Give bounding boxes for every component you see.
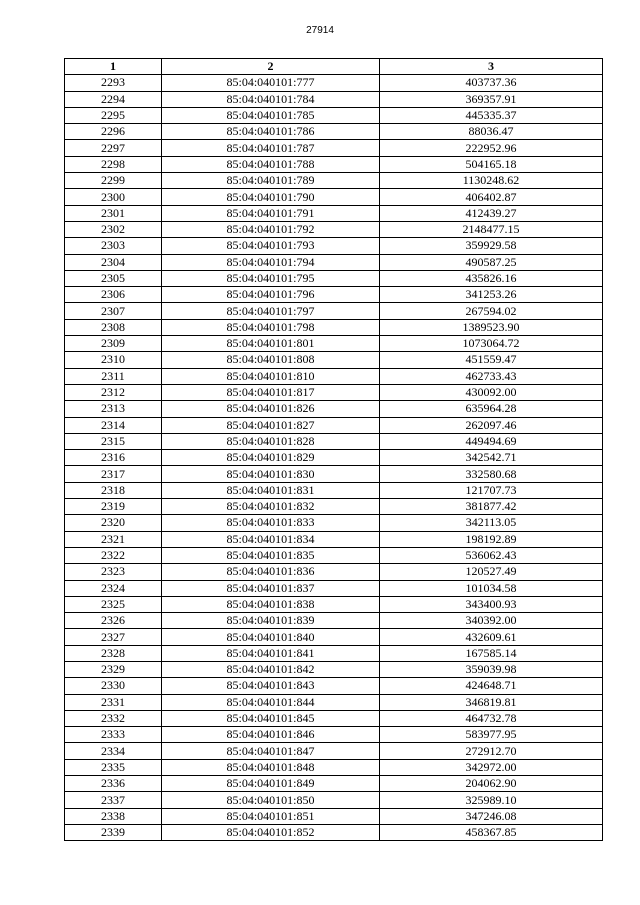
cadastral-number-cell: 85:04:040101:845 (162, 710, 380, 726)
table-row (65, 91, 603, 107)
value-cell: 583977.95 (380, 727, 603, 743)
cadastral-number-cell: 85:04:040101:832 (162, 499, 380, 515)
row-number-cell: 2311 (65, 368, 162, 384)
table-row (65, 368, 603, 384)
row-number-cell: 2308 (65, 319, 162, 335)
row-number-cell: 2326 (65, 613, 162, 629)
cadastral-number-cell: 85:04:040101:841 (162, 645, 380, 661)
cadastral-number-cell: 85:04:040101:786 (162, 124, 380, 140)
row-number-cell: 2304 (65, 254, 162, 270)
row-number-cell: 2302 (65, 221, 162, 237)
table-row (65, 254, 603, 270)
cadastral-number-cell: 85:04:040101:844 (162, 694, 380, 710)
cadastral-number-cell: 85:04:040101:848 (162, 759, 380, 775)
value-cell: 2148477.15 (380, 221, 603, 237)
row-number-cell: 2309 (65, 336, 162, 352)
table-row (65, 613, 603, 629)
table-row (65, 156, 603, 172)
value-cell: 341253.26 (380, 287, 603, 303)
value-cell: 435826.16 (380, 270, 603, 286)
value-cell: 342542.71 (380, 450, 603, 466)
table-row (65, 743, 603, 759)
table-row (65, 694, 603, 710)
header-row (65, 59, 603, 75)
value-cell: 332580.68 (380, 466, 603, 482)
cadastral-number-cell: 85:04:040101:829 (162, 450, 380, 466)
table-row (65, 173, 603, 189)
table-row (65, 482, 603, 498)
cadastral-number-cell: 85:04:040101:851 (162, 808, 380, 824)
value-cell: 272912.70 (380, 743, 603, 759)
value-cell: 406402.87 (380, 189, 603, 205)
value-cell: 121707.73 (380, 482, 603, 498)
table-row (65, 678, 603, 694)
value-cell: 381877.42 (380, 499, 603, 515)
table-row (65, 450, 603, 466)
row-number-cell: 2299 (65, 173, 162, 189)
row-number-cell: 2339 (65, 824, 162, 840)
cadastral-number-cell: 85:04:040101:785 (162, 107, 380, 123)
value-cell: 462733.43 (380, 368, 603, 384)
cadastral-number-cell: 85:04:040101:836 (162, 564, 380, 580)
value-cell: 167585.14 (380, 645, 603, 661)
cadastral-number-cell: 85:04:040101:784 (162, 91, 380, 107)
value-cell: 490587.25 (380, 254, 603, 270)
row-number-cell: 2335 (65, 759, 162, 775)
value-cell: 458367.85 (380, 824, 603, 840)
value-cell: 504165.18 (380, 156, 603, 172)
row-number-cell: 2334 (65, 743, 162, 759)
value-cell: 101034.58 (380, 580, 603, 596)
table-row (65, 466, 603, 482)
cadastral-number-cell: 85:04:040101:852 (162, 824, 380, 840)
table-row (65, 189, 603, 205)
value-cell: 267594.02 (380, 303, 603, 319)
table-body (65, 75, 603, 841)
cadastral-number-cell: 85:04:040101:847 (162, 743, 380, 759)
cadastral-number-cell: 85:04:040101:827 (162, 417, 380, 433)
cadastral-number-cell: 85:04:040101:791 (162, 205, 380, 221)
row-number-cell: 2294 (65, 91, 162, 107)
value-cell: 369357.91 (380, 91, 603, 107)
cadastral-number-cell: 85:04:040101:830 (162, 466, 380, 482)
value-cell: 1389523.90 (380, 319, 603, 335)
table-row (65, 596, 603, 612)
row-number-cell: 2301 (65, 205, 162, 221)
row-number-cell: 2323 (65, 564, 162, 580)
table-row (65, 433, 603, 449)
row-number-cell: 2293 (65, 75, 162, 91)
row-number-cell: 2317 (65, 466, 162, 482)
table-row (65, 270, 603, 286)
table-row (65, 727, 603, 743)
table-row (65, 336, 603, 352)
cadastral-number-cell: 85:04:040101:837 (162, 580, 380, 596)
column-header-2: 2 (162, 59, 380, 75)
table-row (65, 710, 603, 726)
column-header-3: 3 (380, 59, 603, 75)
value-cell: 262097.46 (380, 417, 603, 433)
cadastral-number-cell: 85:04:040101:840 (162, 629, 380, 645)
table-row (65, 238, 603, 254)
value-cell: 424648.71 (380, 678, 603, 694)
data-table (64, 58, 603, 841)
row-number-cell: 2307 (65, 303, 162, 319)
row-number-cell: 2296 (65, 124, 162, 140)
table-row (65, 352, 603, 368)
value-cell: 1073064.72 (380, 336, 603, 352)
table-row (65, 75, 603, 91)
cadastral-number-cell: 85:04:040101:850 (162, 792, 380, 808)
value-cell: 120527.49 (380, 564, 603, 580)
row-number-cell: 2331 (65, 694, 162, 710)
row-number-cell: 2306 (65, 287, 162, 303)
cadastral-number-cell: 85:04:040101:838 (162, 596, 380, 612)
row-number-cell: 2314 (65, 417, 162, 433)
row-number-cell: 2320 (65, 515, 162, 531)
cadastral-number-cell: 85:04:040101:789 (162, 173, 380, 189)
table-row (65, 792, 603, 808)
cadastral-number-cell: 85:04:040101:787 (162, 140, 380, 156)
value-cell: 430092.00 (380, 384, 603, 400)
table-row (65, 824, 603, 840)
table-row (65, 303, 603, 319)
table-row (65, 417, 603, 433)
table-row (65, 629, 603, 645)
row-number-cell: 2327 (65, 629, 162, 645)
row-number-cell: 2312 (65, 384, 162, 400)
cadastral-number-cell: 85:04:040101:817 (162, 384, 380, 400)
row-number-cell: 2297 (65, 140, 162, 156)
table-header (65, 59, 603, 75)
row-number-cell: 2324 (65, 580, 162, 596)
cadastral-number-cell: 85:04:040101:843 (162, 678, 380, 694)
row-number-cell: 2295 (65, 107, 162, 123)
table-row (65, 776, 603, 792)
table-row (65, 205, 603, 221)
cadastral-number-cell: 85:04:040101:798 (162, 319, 380, 335)
table-row (65, 124, 603, 140)
row-number-cell: 2321 (65, 531, 162, 547)
row-number-cell: 2322 (65, 547, 162, 563)
value-cell: 340392.00 (380, 613, 603, 629)
table-row (65, 661, 603, 677)
row-number-cell: 2332 (65, 710, 162, 726)
table-row (65, 645, 603, 661)
table-row (65, 808, 603, 824)
cadastral-number-cell: 85:04:040101:839 (162, 613, 380, 629)
value-cell: 359039.98 (380, 661, 603, 677)
page-number: 27914 (306, 25, 334, 36)
cadastral-number-cell: 85:04:040101:834 (162, 531, 380, 547)
row-number-cell: 2325 (65, 596, 162, 612)
value-cell: 347246.08 (380, 808, 603, 824)
table-row (65, 580, 603, 596)
value-cell: 342972.00 (380, 759, 603, 775)
value-cell: 536062.43 (380, 547, 603, 563)
cadastral-number-cell: 85:04:040101:828 (162, 433, 380, 449)
value-cell: 346819.81 (380, 694, 603, 710)
table-row (65, 107, 603, 123)
row-number-cell: 2338 (65, 808, 162, 824)
value-cell: 343400.93 (380, 596, 603, 612)
row-number-cell: 2318 (65, 482, 162, 498)
table-row (65, 564, 603, 580)
value-cell: 325989.10 (380, 792, 603, 808)
cadastral-number-cell: 85:04:040101:801 (162, 336, 380, 352)
table-row (65, 384, 603, 400)
cadastral-number-cell: 85:04:040101:835 (162, 547, 380, 563)
row-number-cell: 2298 (65, 156, 162, 172)
value-cell: 222952.96 (380, 140, 603, 156)
table-row (65, 319, 603, 335)
row-number-cell: 2303 (65, 238, 162, 254)
table-row (65, 221, 603, 237)
row-number-cell: 2315 (65, 433, 162, 449)
cadastral-number-cell: 85:04:040101:842 (162, 661, 380, 677)
cadastral-number-cell: 85:04:040101:788 (162, 156, 380, 172)
cadastral-number-cell: 85:04:040101:831 (162, 482, 380, 498)
value-cell: 464732.78 (380, 710, 603, 726)
row-number-cell: 2329 (65, 661, 162, 677)
table-row (65, 515, 603, 531)
cadastral-number-cell: 85:04:040101:797 (162, 303, 380, 319)
column-header-1: 1 (65, 59, 162, 75)
value-cell: 451559.47 (380, 352, 603, 368)
cadastral-number-cell: 85:04:040101:795 (162, 270, 380, 286)
cadastral-number-cell: 85:04:040101:810 (162, 368, 380, 384)
value-cell: 342113.05 (380, 515, 603, 531)
cadastral-number-cell: 85:04:040101:833 (162, 515, 380, 531)
cadastral-number-cell: 85:04:040101:826 (162, 401, 380, 417)
table-row (65, 759, 603, 775)
row-number-cell: 2300 (65, 189, 162, 205)
cadastral-number-cell: 85:04:040101:849 (162, 776, 380, 792)
value-cell: 1130248.62 (380, 173, 603, 189)
cadastral-number-cell: 85:04:040101:793 (162, 238, 380, 254)
row-number-cell: 2313 (65, 401, 162, 417)
value-cell: 198192.89 (380, 531, 603, 547)
value-cell: 204062.90 (380, 776, 603, 792)
table-row (65, 531, 603, 547)
value-cell: 359929.58 (380, 238, 603, 254)
cadastral-number-cell: 85:04:040101:792 (162, 221, 380, 237)
table-row (65, 287, 603, 303)
cadastral-number-cell: 85:04:040101:796 (162, 287, 380, 303)
value-cell: 88036.47 (380, 124, 603, 140)
table-row (65, 499, 603, 515)
value-cell: 635964.28 (380, 401, 603, 417)
row-number-cell: 2330 (65, 678, 162, 694)
value-cell: 412439.27 (380, 205, 603, 221)
row-number-cell: 2336 (65, 776, 162, 792)
value-cell: 432609.61 (380, 629, 603, 645)
cadastral-number-cell: 85:04:040101:808 (162, 352, 380, 368)
cadastral-number-cell: 85:04:040101:790 (162, 189, 380, 205)
cadastral-number-cell: 85:04:040101:846 (162, 727, 380, 743)
row-number-cell: 2305 (65, 270, 162, 286)
value-cell: 403737.36 (380, 75, 603, 91)
row-number-cell: 2337 (65, 792, 162, 808)
row-number-cell: 2328 (65, 645, 162, 661)
cadastral-number-cell: 85:04:040101:794 (162, 254, 380, 270)
value-cell: 449494.69 (380, 433, 603, 449)
table-row (65, 401, 603, 417)
row-number-cell: 2319 (65, 499, 162, 515)
table-row (65, 547, 603, 563)
cadastral-number-cell: 85:04:040101:777 (162, 75, 380, 91)
value-cell: 445335.37 (380, 107, 603, 123)
row-number-cell: 2333 (65, 727, 162, 743)
row-number-cell: 2316 (65, 450, 162, 466)
row-number-cell: 2310 (65, 352, 162, 368)
table-row (65, 140, 603, 156)
